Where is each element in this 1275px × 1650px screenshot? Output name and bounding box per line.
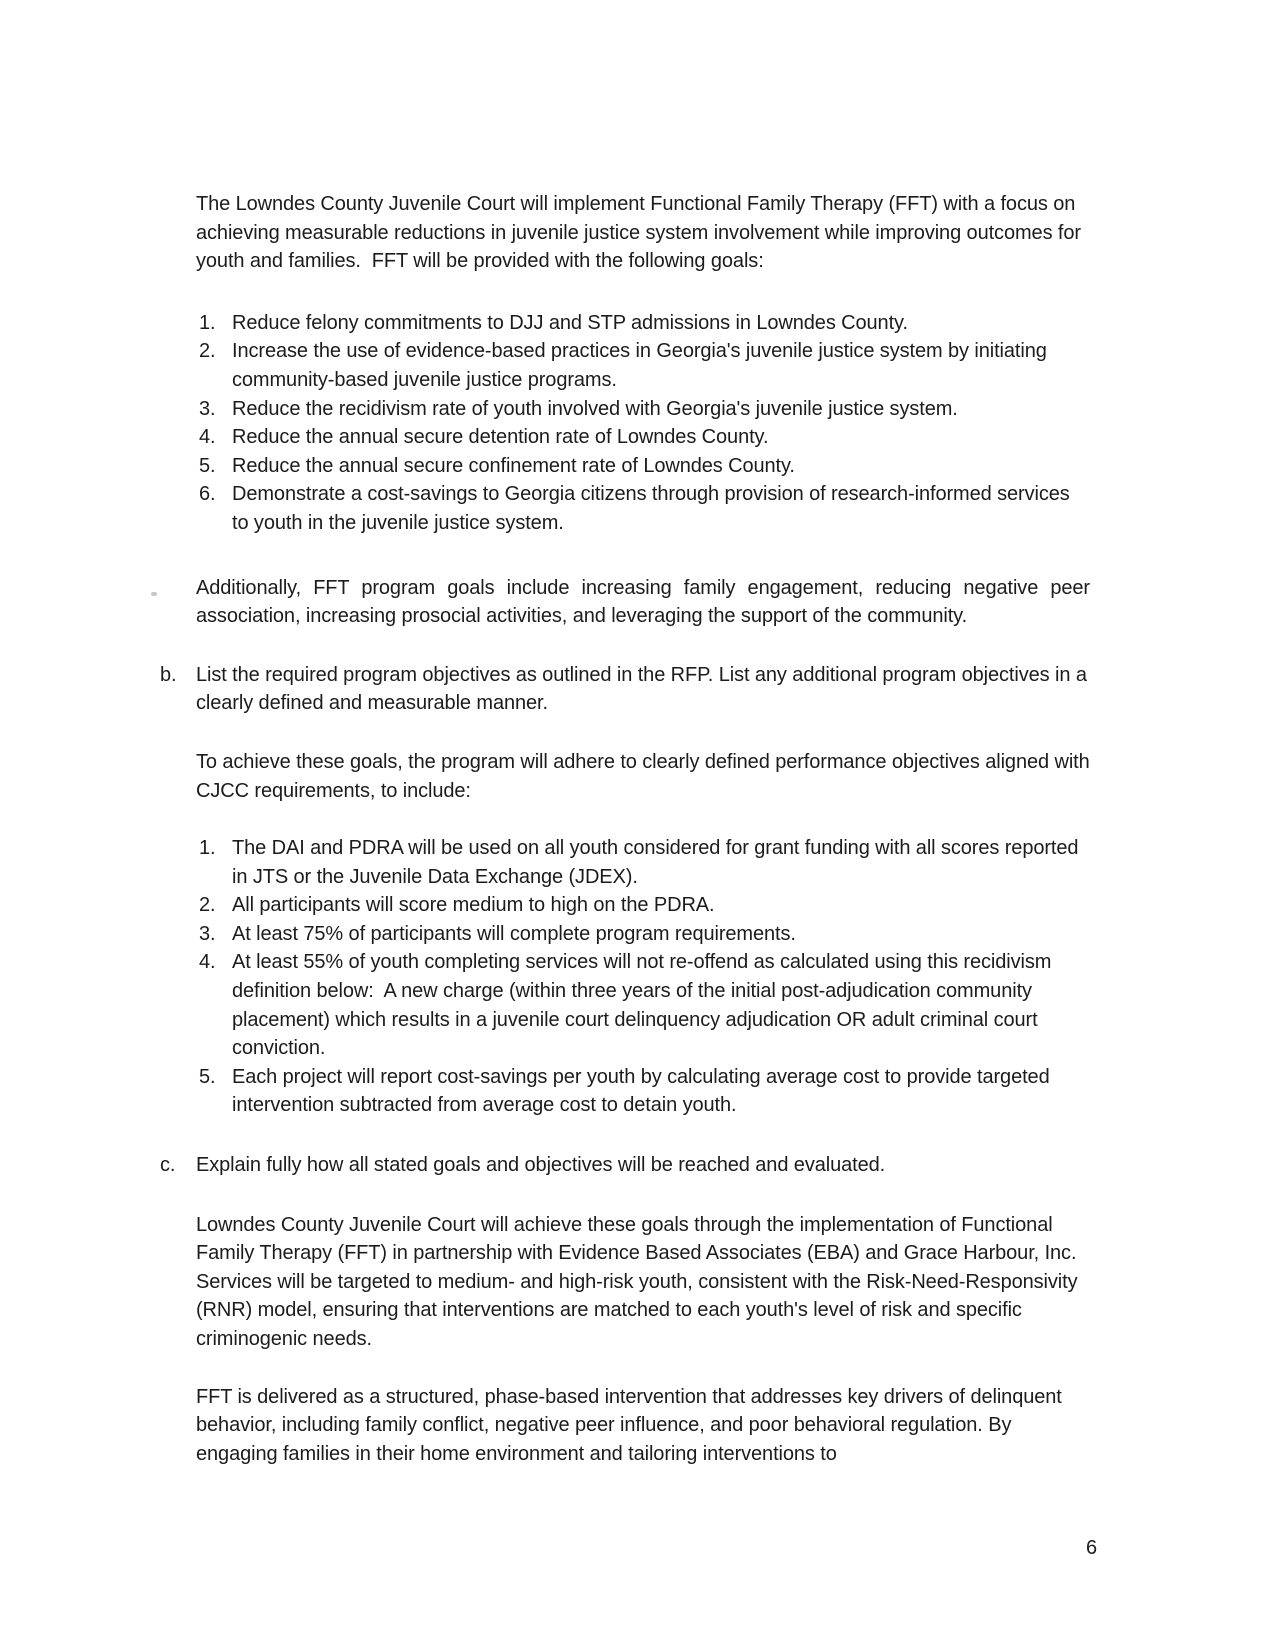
list-item-text: The DAI and PDRA will be used on all youth considered for grant funding with all scores reported in JTS or the Juvenile Data Exchange (JDEX).	[232, 837, 1084, 888]
goals-list	[199, 309, 1090, 538]
list-item	[199, 891, 1090, 920]
fft-paragraph: FFT is delivered as a structured, phase-based intervention that addresses key drivers of delinquent behavior, including family conflict, negative peer influence, and poor behavioral regulation. By engaging families in their home environment and tailoring interventions to	[196, 1385, 1068, 1465]
list-item-number: 1.	[199, 311, 216, 334]
list-item-text: Reduce the recidivism rate of youth involved with Georgia's juvenile justice system.	[232, 397, 958, 420]
additionally-paragraph: Additionally, FFT program goals include increasing family engagement, reducing negative peer association, increasing prosocial activities, and leveraging the support of the community.	[196, 576, 1096, 628]
list-item-number: 4.	[199, 426, 216, 449]
implementation-paragraph: Lowndes County Juvenile Court will achieve these goals through the implementation of Functional Family Therapy (FFT) in partnership with Evidence Based Associates (EBA) and Grace Harbour, Inc. Services will be targeted to medium- and high-risk youth, consistent with the Risk-Need-Responsivity (RNR) model, ensuring that interventions are matched to each youth's level of risk and specific criminogenic needs.	[196, 1213, 1083, 1350]
list-item-number: 3.	[199, 397, 216, 420]
list-item-text: At least 75% of participants will complete program requirements.	[232, 922, 796, 945]
list-item	[199, 337, 1090, 394]
list-item	[199, 480, 1090, 537]
list-item-text: Reduce felony commitments to DJJ and STP admissions in Lowndes County.	[232, 311, 908, 334]
list-item-number: 2.	[199, 894, 216, 917]
list-item-number: 3.	[199, 922, 216, 945]
list-item-number: 2.	[199, 340, 216, 363]
list-item	[199, 452, 1090, 481]
list-item	[199, 948, 1090, 1062]
list-item	[199, 423, 1090, 452]
list-item	[199, 395, 1090, 424]
item-b-text: List the required program objectives as outlined in the RFP. List any additional program objectives in a clearly defined and measurable manner.	[196, 663, 1093, 715]
item-c	[160, 1151, 1090, 1180]
item-c-text: Explain fully how all stated goals and objectives will be reached and evaluated.	[196, 1154, 886, 1177]
objectives-list	[199, 834, 1090, 1120]
scan-artifact	[151, 592, 157, 596]
list-item-text: Reduce the annual secure confinement rate of Lowndes County.	[232, 454, 795, 477]
list-item-number: 5.	[199, 1065, 216, 1088]
list-item-number: 5.	[199, 454, 216, 477]
achieve-paragraph: To achieve these goals, the program will adhere to clearly defined performance objectives aligned with CJCC requirements, to include:	[196, 750, 1096, 802]
list-item-text: Each project will report cost-savings per youth by calculating average cost to provide targeted intervention subtracted from average cost to detain youth.	[232, 1065, 1056, 1117]
list-item-text: At least 55% of youth completing services will not re-offend as calculated using this recidivism definition below: A new charge (within three years of the initial post-adjudication community placement) which results in a juvenile court delinquency adjudication OR adult criminal court conviction.	[232, 951, 1057, 1060]
list-item	[199, 920, 1090, 949]
list-item-text: All participants will score medium to high on the PDRA.	[232, 894, 715, 917]
intro-paragraph: The Lowndes County Juvenile Court will implement Functional Family Therapy (FFT) with a focus on achieving measurable reductions in juvenile justice system involvement while improving outcomes for youth and families. FFT will be provided with the following goals:	[196, 193, 1087, 273]
list-item	[199, 309, 1090, 338]
list-item-number: 6.	[199, 483, 216, 506]
item-b-marker: b.	[160, 663, 177, 686]
item-c-marker: c.	[160, 1154, 176, 1177]
list-item-text: Reduce the annual secure detention rate of Lowndes County.	[232, 426, 769, 449]
list-item-number: 4.	[199, 951, 216, 974]
page-number: 6	[1086, 1537, 1098, 1559]
list-item-text: Increase the use of evidence-based practices in Georgia's juvenile justice system by initiating community-based juvenile justice programs.	[232, 340, 1053, 391]
list-item	[199, 834, 1090, 891]
list-item-number: 1.	[199, 837, 216, 860]
list-item	[199, 1063, 1090, 1120]
list-item-text: Demonstrate a cost-savings to Georgia citizens through provision of research-informed services to youth in the juvenile justice system.	[232, 483, 1076, 534]
item-b	[160, 661, 1093, 718]
